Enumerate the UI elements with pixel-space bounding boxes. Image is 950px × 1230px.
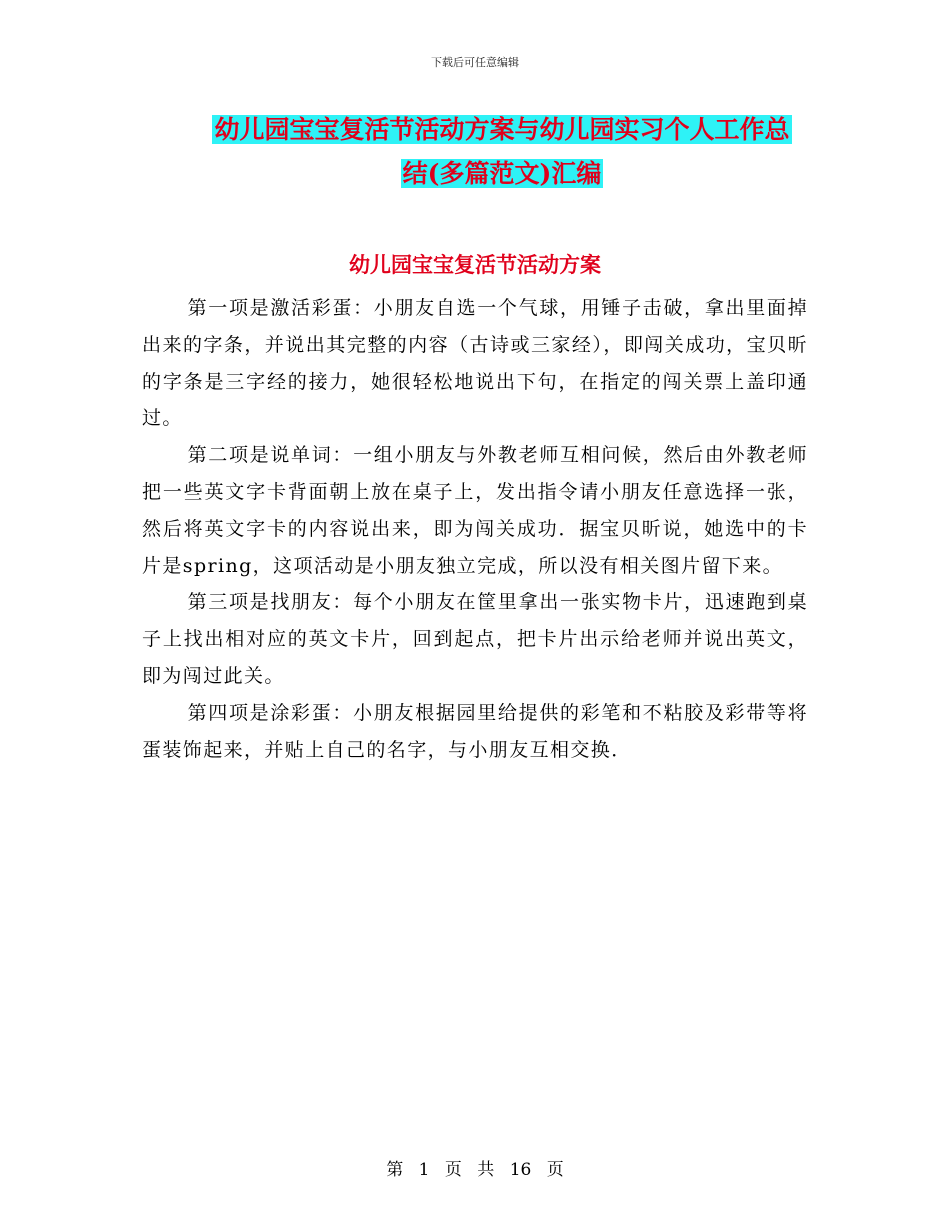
document-title-line-1: 幼儿园宝宝复活节活动方案与幼儿园实习个人工作总	[214, 115, 790, 144]
body-text	[142, 290, 808, 768]
document-title	[192, 108, 812, 196]
paragraph-4: 第四项是涂彩蛋：小朋友根据园里给提供的彩笔和不粘胶及彩带等将蛋装饰起来，并贴上自己的名字，与小朋友互相交换．	[142, 701, 808, 761]
paragraph-3: 第三项是找朋友：每个小朋友在筐里拿出一张实物卡片，迅速跑到桌子上找出相对应的英文卡片，回到起点，把卡片出示给老师并说出英文，即为闯过此关。	[142, 591, 808, 687]
paragraph-1: 第一项是激活彩蛋：小朋友自选一个气球，用锤子击破，拿出里面掉出来的字条，并说出其完整的内容（古诗或三家经），即闯关成功，宝贝昕的字条是三字经的接力，她很轻松地说出下句，在指定的闯关票上盖印通过。	[142, 297, 808, 430]
section-title: 幼儿园宝宝复活节活动方案	[349, 252, 601, 277]
page-footer: 第 1 页 共 16 页	[386, 1160, 564, 1180]
document-title-line-2: 结(多篇范文)汇编	[402, 159, 602, 188]
paragraph-2: 第二项是说单词：一组小朋友与外教老师互相问候，然后由外教老师把一些英文字卡背面朝上放在桌子上，发出指令请小朋友任意选择一张，然后将英文字卡的内容说出来，即为闯关成功．据宝贝昕说，她选中的卡片是spring，这项活动是小朋友独立完成，所以没有相关图片留下来。	[142, 444, 808, 577]
header-note: 下载后可任意编辑	[431, 56, 519, 69]
